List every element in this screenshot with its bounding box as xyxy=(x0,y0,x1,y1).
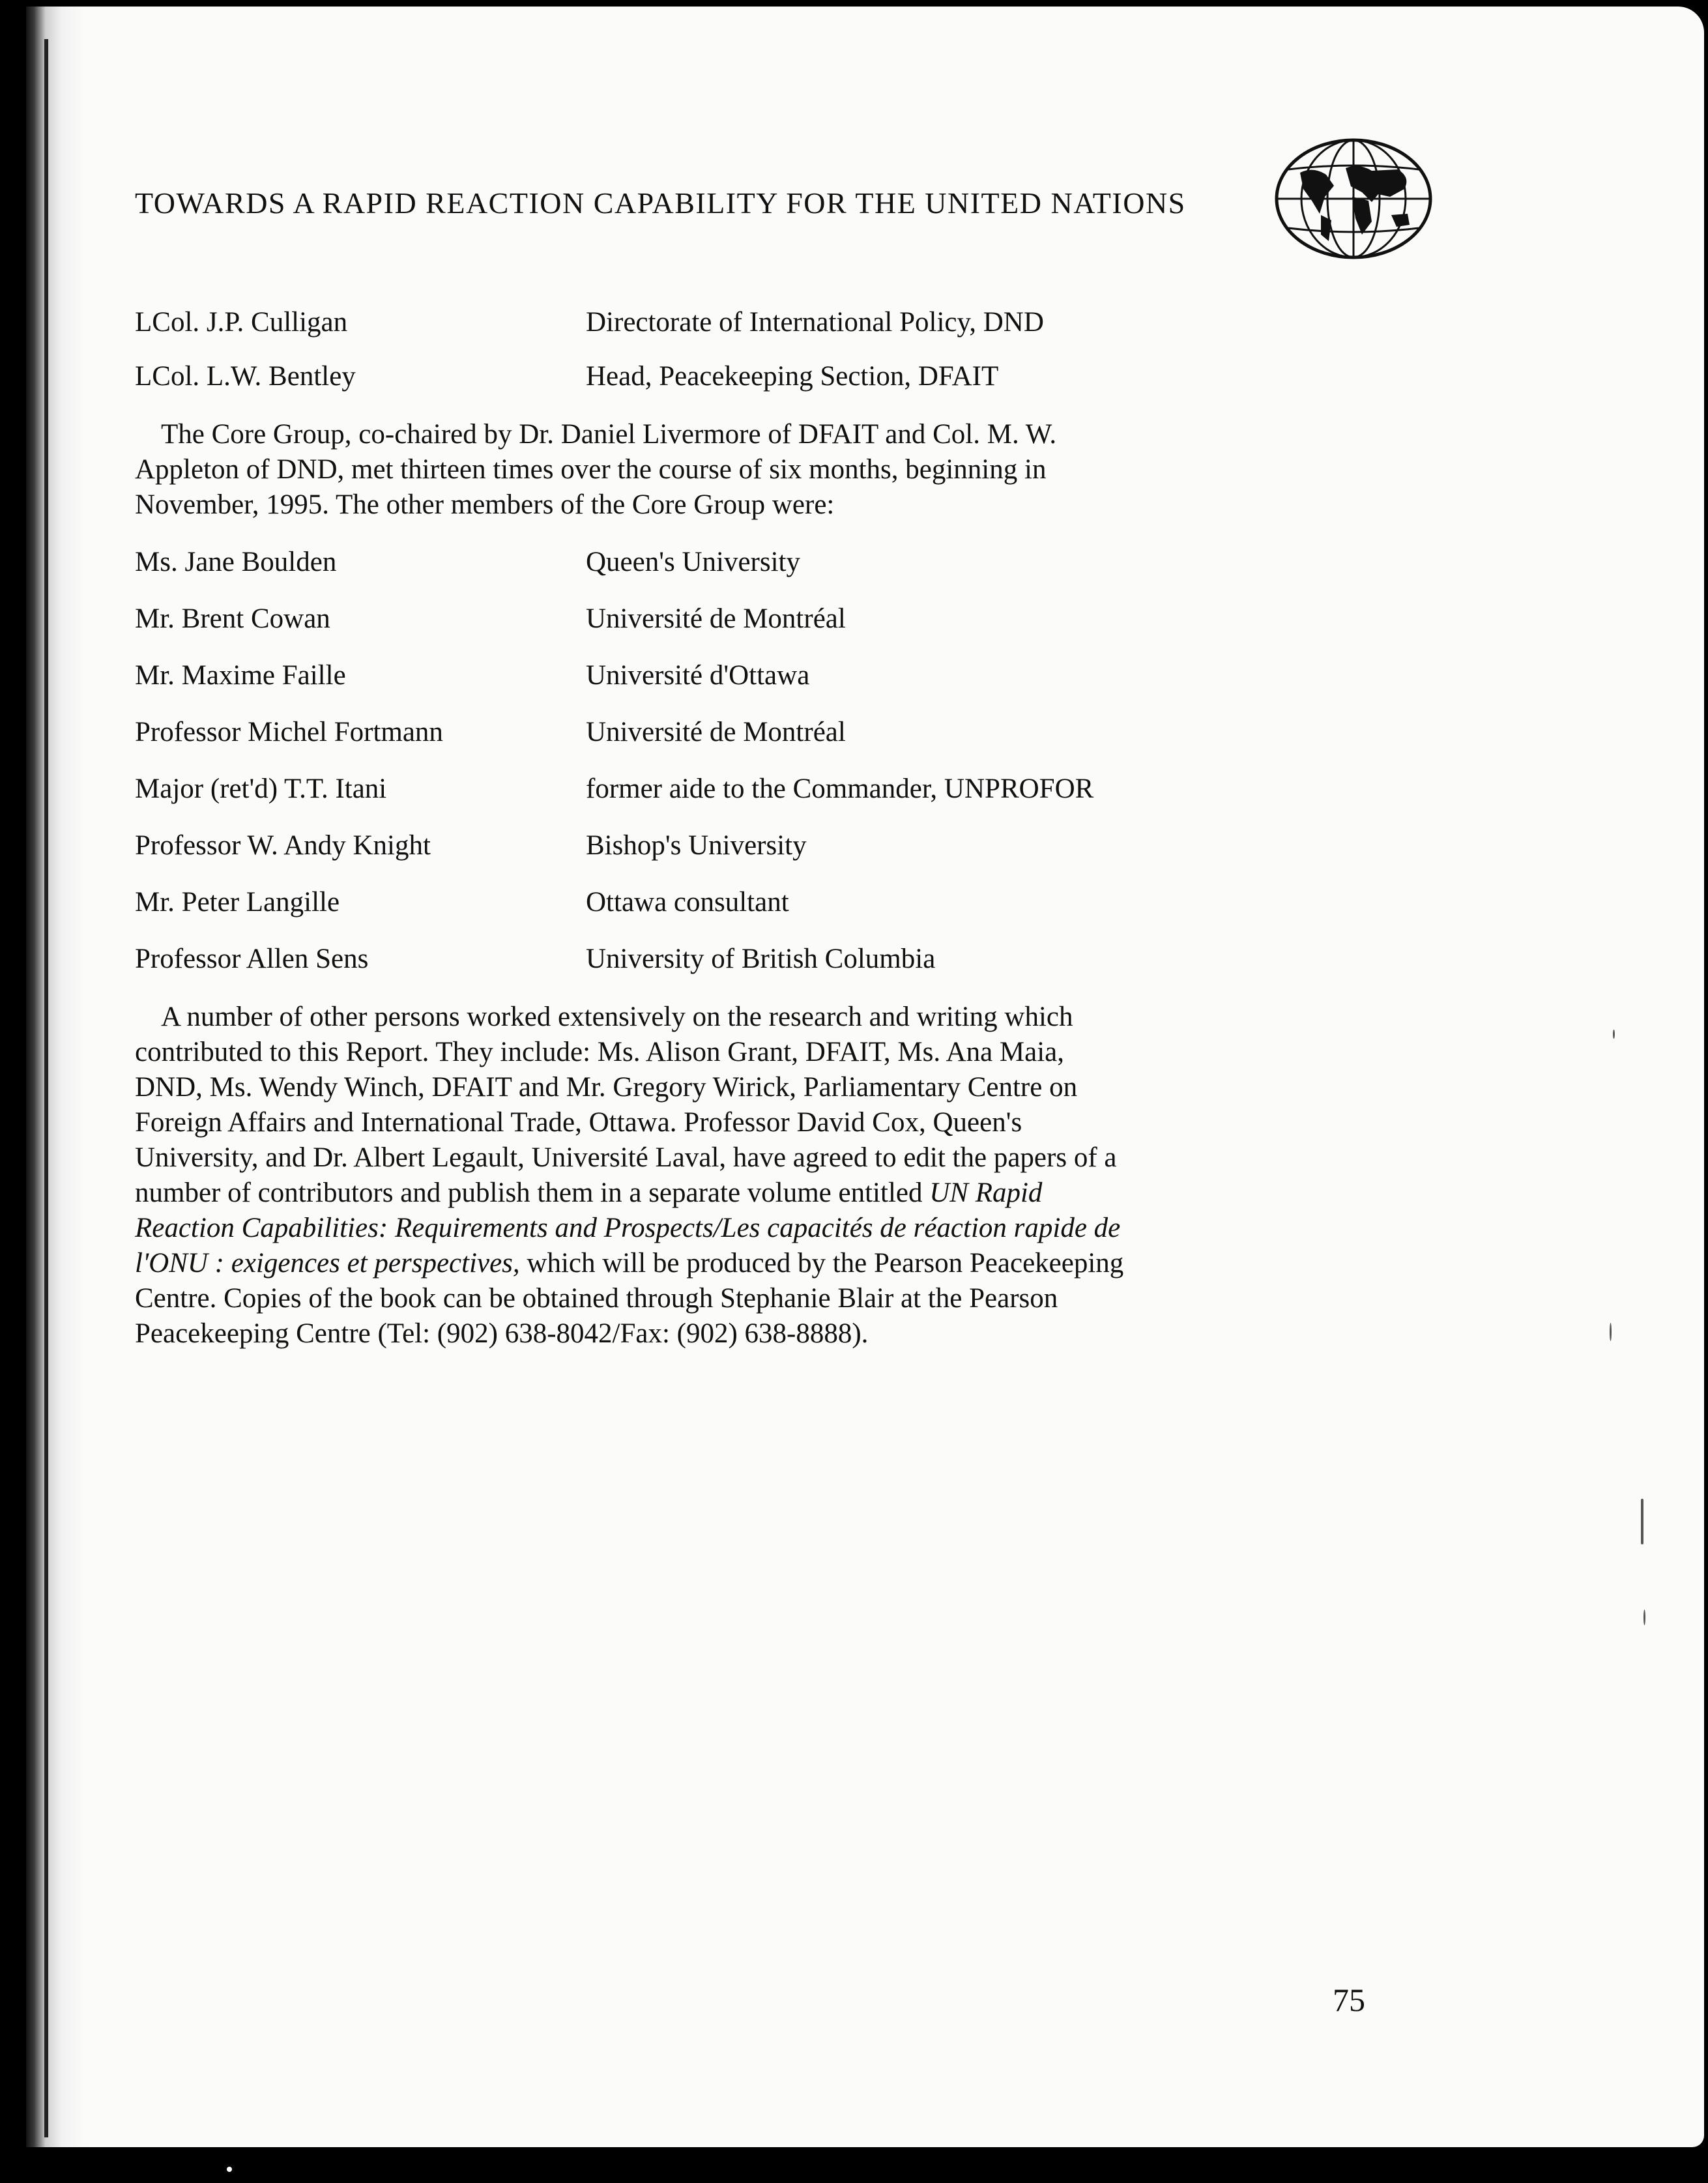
member-affiliation: Bishop's University xyxy=(586,830,807,861)
paragraph-line xyxy=(135,1246,1230,1281)
official-name: LCol. J.P. Culligan xyxy=(135,307,348,338)
scan-mark xyxy=(1641,1499,1643,1544)
book-title-italic: l'ONU : exigences et perspectives, xyxy=(135,1248,520,1279)
member-affiliation: University of British Columbia xyxy=(586,944,936,974)
scan-mark xyxy=(1610,1323,1612,1341)
paragraph-line: contributed to this Report. They include: Ms. Alison Grant, DFAIT, Ms. Ana Maia, xyxy=(135,1037,1065,1067)
member-affiliation: Queen's University xyxy=(586,547,800,577)
member-name: Mr. Peter Langille xyxy=(135,887,340,918)
page-header-title: TOWARDS A RAPID REACTION CAPABILITY FOR THE UNITED NATIONS xyxy=(135,186,1186,220)
paragraph-line: DND, Ms. Wendy Winch, DFAIT and Mr. Gregory Wirick, Parliamentary Centre on xyxy=(135,1072,1078,1103)
scan-mark xyxy=(1643,1610,1645,1625)
paragraph-line: Peacekeeping Centre (Tel: (902) 638-8042/Fax: (902) 638-8888). xyxy=(135,1318,869,1349)
official-affiliation: Head, Peacekeeping Section, DFAIT xyxy=(586,361,999,392)
paragraph-text: which will be produced by the Pearson Peacekeeping xyxy=(519,1248,1124,1279)
member-name: Mr. Brent Cowan xyxy=(135,603,330,634)
paragraph-line: The Core Group, co-chaired by Dr. Daniel Livermore of DFAIT and Col. M. W. xyxy=(161,419,1057,450)
member-affiliation: Université de Montréal xyxy=(586,603,846,634)
paragraph-line: A number of other persons worked extensively on the research and writing which xyxy=(161,1002,1073,1032)
member-affiliation: former aide to the Commander, UNPROFOR xyxy=(586,773,1094,804)
globe-icon xyxy=(1274,137,1434,261)
member-name: Major (ret'd) T.T. Itani xyxy=(135,773,387,804)
paragraph-text: number of contributors and publish them in a separate volume entitled xyxy=(135,1178,930,1208)
book-binding-shadow xyxy=(26,7,86,2147)
paragraph-line: Centre. Copies of the book can be obtained through Stephanie Blair at the Pearson xyxy=(135,1283,1058,1314)
member-name: Professor W. Andy Knight xyxy=(135,830,431,861)
member-affiliation: Université de Montréal xyxy=(586,717,846,747)
paragraph-line: Foreign Affairs and International Trade, Ottawa. Professor David Cox, Queen's xyxy=(135,1107,1022,1138)
member-name: Ms. Jane Boulden xyxy=(135,547,337,577)
paragraph-line: November, 1995. The other members of the Core Group were: xyxy=(135,489,835,520)
member-name: Professor Allen Sens xyxy=(135,944,369,974)
paragraph-line xyxy=(135,1211,1230,1246)
binding-edge xyxy=(44,39,48,2137)
scan-mark xyxy=(227,2167,232,2172)
paragraph-line: Appleton of DND, met thirteen times over the course of six months, beginning in xyxy=(135,454,1047,485)
scan-mark xyxy=(1613,1030,1615,1039)
paragraph-line: University, and Dr. Albert Legault, Université Laval, have agreed to edit the papers of a xyxy=(135,1142,1117,1173)
official-affiliation: Directorate of International Policy, DND xyxy=(586,307,1044,338)
book-title-italic: UN Rapid xyxy=(929,1178,1043,1208)
member-name: Mr. Maxime Faille xyxy=(135,660,346,691)
book-title-italic: Reaction Capabilities: Requirements and Prospects/Les capacités de réaction rapide de xyxy=(135,1213,1121,1243)
contributors-paragraph xyxy=(135,1000,1230,1352)
member-affiliation: Ottawa consultant xyxy=(586,887,789,918)
official-name: LCol. L.W. Bentley xyxy=(135,361,356,392)
member-name: Professor Michel Fortmann xyxy=(135,717,443,747)
paragraph-line xyxy=(135,1176,1230,1211)
member-affiliation: Université d'Ottawa xyxy=(586,660,810,691)
core-group-paragraph xyxy=(135,417,1230,523)
page-number: 75 xyxy=(1333,1982,1365,2018)
